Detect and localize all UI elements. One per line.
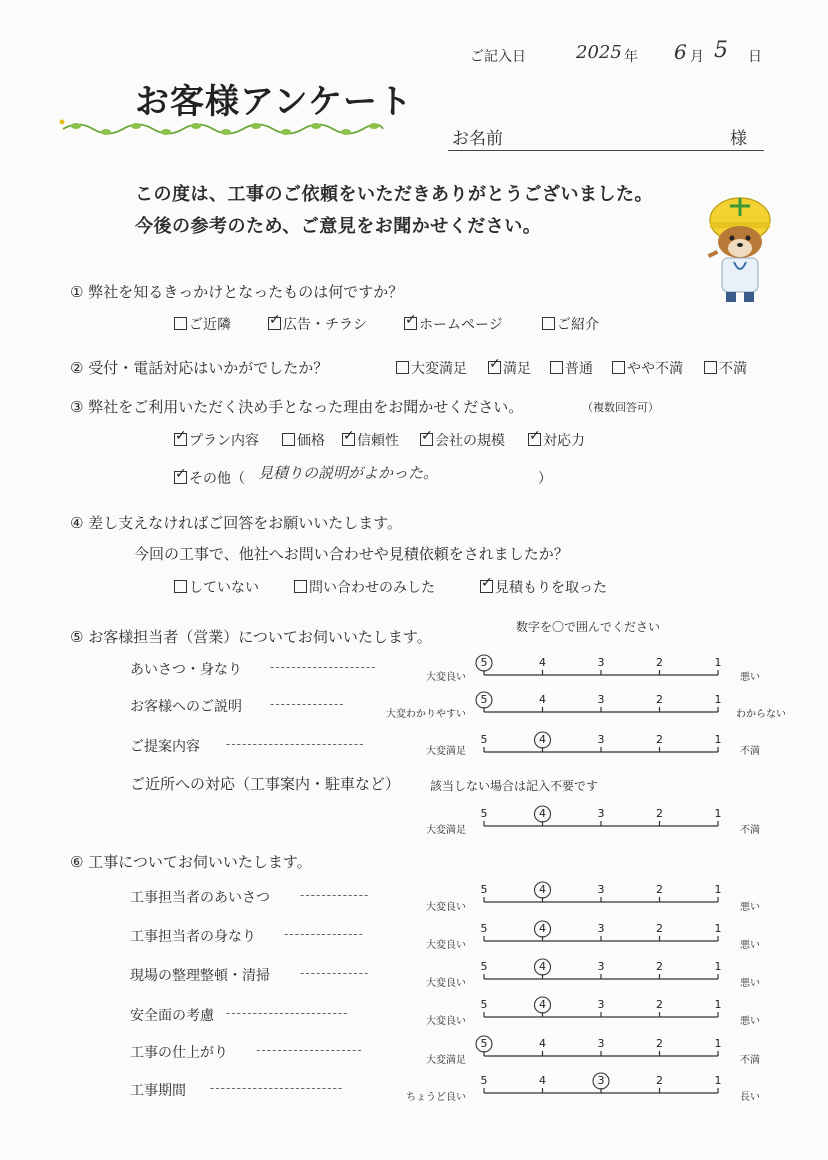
name-label: お名前 bbox=[452, 129, 503, 149]
rating-scale-svg bbox=[476, 732, 726, 756]
rating-scale-svg bbox=[476, 692, 726, 716]
scale-number-1: 1 bbox=[714, 1074, 722, 1087]
rating-scale[interactable] bbox=[476, 921, 726, 945]
scale-right-caption: 悪い bbox=[740, 902, 760, 913]
checkbox-checked[interactable] bbox=[528, 433, 541, 446]
checkbox[interactable] bbox=[550, 361, 563, 374]
intro-line-2: 今後の参考のため、ご意見をお聞かせください。 bbox=[135, 216, 542, 237]
scale-number-3: 3 bbox=[597, 922, 605, 935]
q5-neighbor-label: ご近所への対応（工事案内・駐車など） bbox=[130, 775, 401, 793]
scale-number-4: 4 bbox=[539, 998, 546, 1011]
date-month: 6 bbox=[674, 40, 687, 64]
rating-scale-svg bbox=[476, 882, 726, 906]
name-suffix: 様 bbox=[730, 129, 747, 149]
rating-scale-svg bbox=[476, 959, 726, 983]
scale-number-4: 4 bbox=[539, 807, 546, 820]
q5-row-label: お客様へのご説明 bbox=[130, 699, 242, 715]
q3-option-5[interactable]: ✓ 対応力 bbox=[528, 430, 585, 450]
scale-number-2: 2 bbox=[656, 998, 663, 1011]
scale-number-4: 4 bbox=[539, 883, 546, 896]
checkbox-checked[interactable] bbox=[342, 433, 355, 446]
scale-left-caption: 大変良い bbox=[426, 978, 466, 989]
q2-option-2[interactable]: ✓ 満足 bbox=[488, 358, 531, 378]
q1-option-1[interactable]: ご近隣 bbox=[174, 314, 231, 334]
scale-number-5: 5 bbox=[480, 883, 488, 896]
q3-other-close: ） bbox=[538, 471, 552, 487]
scale-right-caption: 悪い bbox=[740, 940, 760, 951]
scale-left-caption: 大変良い bbox=[426, 902, 466, 913]
scale-number-1: 1 bbox=[714, 1037, 722, 1050]
q6-row-label: 工事担当者のあいさつ bbox=[130, 890, 270, 906]
dog-mascot-icon bbox=[700, 192, 780, 306]
scale-right-caption: 悪い bbox=[740, 1016, 760, 1027]
scale-number-5: 5 bbox=[480, 733, 488, 746]
checkbox[interactable] bbox=[294, 580, 307, 593]
scale-number-5: 5 bbox=[480, 960, 488, 973]
rating-scale-svg bbox=[476, 921, 726, 945]
rating-scale[interactable] bbox=[476, 692, 726, 716]
q4-question: ④ 差し支えなければご回答をお願いいたします。 bbox=[70, 514, 403, 532]
scale-right-caption: 悪い bbox=[740, 978, 760, 989]
scale-number-2: 2 bbox=[656, 693, 663, 706]
date-label: ご記入日 bbox=[470, 49, 526, 65]
scale-number-2: 2 bbox=[656, 1074, 663, 1087]
checkbox-checked[interactable] bbox=[404, 317, 417, 330]
scale-right-caption: 不満 bbox=[740, 1055, 760, 1066]
q1-option-4[interactable]: ご紹介 bbox=[542, 314, 599, 334]
day-unit: 日 bbox=[748, 49, 762, 65]
checkbox-checked[interactable] bbox=[268, 317, 281, 330]
scale-number-5: 5 bbox=[480, 656, 488, 669]
scale-number-5: 5 bbox=[480, 1037, 488, 1050]
dash-leader: -------------- bbox=[270, 697, 345, 711]
dash-leader: --------------- bbox=[284, 927, 364, 941]
scale-number-3: 3 bbox=[597, 693, 605, 706]
q2-option-3[interactable]: 普通 bbox=[550, 358, 593, 378]
q1-option-3[interactable]: ✓ ホームページ bbox=[404, 314, 503, 334]
q3-option-2[interactable]: 価格 bbox=[282, 430, 325, 450]
checkbox[interactable] bbox=[704, 361, 717, 374]
q4-option-1[interactable]: していない bbox=[174, 577, 259, 597]
scale-left-caption: 大変良い bbox=[426, 672, 466, 683]
rating-scale[interactable] bbox=[476, 1036, 726, 1060]
q5-row-label: ご提案内容 bbox=[130, 739, 200, 755]
rating-scale-svg bbox=[476, 997, 726, 1021]
scale-number-2: 2 bbox=[656, 733, 663, 746]
scale-right-caption: 悪い bbox=[740, 672, 760, 683]
dash-leader: -------------------- bbox=[256, 1043, 363, 1057]
q3-other-text[interactable]: 見積りの説明がよかった。 bbox=[258, 464, 439, 482]
scale-right-caption: 不満 bbox=[740, 825, 760, 836]
scale-number-4: 4 bbox=[539, 960, 546, 973]
q2-question: ② 受付・電話対応はいかがでしたか？ bbox=[70, 359, 329, 377]
scale-right-caption: わからない bbox=[736, 709, 786, 720]
q5-neighbor-note: 該当しない場合は記入不要です bbox=[430, 779, 599, 793]
scale-number-1: 1 bbox=[714, 960, 722, 973]
scale-left-caption: 大変良い bbox=[426, 1016, 466, 1027]
q2-option-1[interactable]: 大変満足 bbox=[396, 358, 467, 378]
checkbox[interactable] bbox=[282, 433, 295, 446]
intro-line-1: この度は、工事のご依頼をいただきありがとうございました。 bbox=[135, 184, 653, 205]
dash-leader: ------------- bbox=[300, 966, 370, 980]
scale-number-3: 3 bbox=[597, 960, 605, 973]
scale-number-4: 4 bbox=[539, 693, 546, 706]
scale-left-caption: ちょうど良い bbox=[406, 1092, 466, 1103]
q5-row-label: あいさつ・身なり bbox=[130, 662, 242, 678]
scale-number-1: 1 bbox=[714, 998, 722, 1011]
q1-option-2[interactable]: ✓ 広告・チラシ bbox=[268, 314, 367, 334]
scale-left-caption: 大変満足 bbox=[426, 746, 466, 757]
q3-option-1[interactable]: ✓プラン内容 bbox=[174, 430, 259, 450]
q3-question: ③ 弊社をご利用いただく決め手となった理由をお聞かせください。 bbox=[70, 398, 524, 416]
scale-number-4: 4 bbox=[539, 733, 546, 746]
scale-number-5: 5 bbox=[480, 1074, 488, 1087]
scale-number-2: 2 bbox=[656, 960, 663, 973]
rating-scale-svg bbox=[476, 806, 726, 830]
q6-row-label: 現場の整理整頓・清掃 bbox=[130, 968, 270, 984]
dash-leader: ------------------------- bbox=[210, 1081, 344, 1095]
q3-note: （複数回答可） bbox=[582, 401, 659, 414]
q4-option-2[interactable]: 問い合わせのみした bbox=[294, 577, 435, 597]
q4-subquestion: 今回の工事で、他社へお問い合わせや見積依頼をされましたか？ bbox=[134, 545, 569, 563]
scale-left-caption: 大変わかりやすい bbox=[386, 709, 466, 720]
scale-number-5: 5 bbox=[480, 998, 488, 1011]
scale-number-2: 2 bbox=[656, 656, 663, 669]
q6-row-label: 工事期間 bbox=[130, 1083, 186, 1099]
scale-number-1: 1 bbox=[714, 656, 722, 669]
checkbox-checked[interactable] bbox=[174, 471, 187, 484]
rating-scale[interactable] bbox=[476, 1073, 726, 1097]
rating-scale-svg bbox=[476, 1036, 726, 1060]
rating-scale[interactable] bbox=[476, 997, 726, 1021]
checkbox[interactable] bbox=[174, 580, 187, 593]
scale-number-2: 2 bbox=[656, 807, 663, 820]
scale-number-3: 3 bbox=[597, 883, 605, 896]
scale-number-1: 1 bbox=[714, 807, 722, 820]
checkbox[interactable] bbox=[396, 361, 409, 374]
q3-option-4[interactable]: ✓ 会社の規模 bbox=[420, 430, 505, 450]
checkbox-checked[interactable] bbox=[480, 580, 493, 593]
scale-left-caption: 大変満足 bbox=[426, 1055, 466, 1066]
dash-leader: -------------------- bbox=[270, 660, 377, 674]
scale-left-caption: 大変満足 bbox=[426, 825, 466, 836]
scale-number-1: 1 bbox=[714, 883, 722, 896]
checkbox-checked[interactable] bbox=[174, 433, 187, 446]
q4-option-3[interactable]: ✓ 見積もりを取った bbox=[480, 577, 607, 597]
scale-number-1: 1 bbox=[714, 733, 722, 746]
scale-right-caption: 長い bbox=[740, 1092, 760, 1103]
q2-option-5[interactable]: 不満 bbox=[704, 358, 747, 378]
scale-number-2: 2 bbox=[656, 922, 663, 935]
dash-leader: -------------------------- bbox=[226, 737, 365, 751]
q2-option-4[interactable]: やや不満 bbox=[612, 358, 683, 378]
scale-number-1: 1 bbox=[714, 922, 722, 935]
q5-question: ⑤ お客様担当者（営業）についてお伺いいたします。 bbox=[70, 628, 432, 646]
q1-question: ① 弊社を知るきっかけとなったものは何ですか？ bbox=[70, 283, 404, 301]
vine-decoration bbox=[58, 118, 388, 140]
scale-number-4: 4 bbox=[539, 656, 546, 669]
year-unit: 年 bbox=[624, 49, 638, 65]
q6-row-label: 工事担当者の身なり bbox=[130, 929, 256, 945]
scale-number-1: 1 bbox=[714, 693, 722, 706]
q6-question: ⑥ 工事についてお伺いいたします。 bbox=[70, 853, 312, 871]
scale-number-3: 3 bbox=[597, 998, 605, 1011]
scale-number-2: 2 bbox=[656, 883, 663, 896]
rating-scale[interactable] bbox=[476, 732, 726, 756]
rating-scale-svg bbox=[476, 655, 726, 679]
page-title: お客様アンケート bbox=[135, 82, 413, 122]
scale-number-5: 5 bbox=[480, 693, 488, 706]
scale-number-3: 3 bbox=[597, 656, 605, 669]
scale-number-3: 3 bbox=[597, 733, 605, 746]
checkbox[interactable] bbox=[612, 361, 625, 374]
name-field-line bbox=[448, 150, 764, 151]
date-year: 2025 bbox=[576, 42, 622, 63]
dash-leader: ----------------------- bbox=[226, 1006, 349, 1020]
checkbox[interactable] bbox=[174, 317, 187, 330]
scale-number-4: 4 bbox=[539, 922, 546, 935]
q3-option-3[interactable]: ✓ 信頼性 bbox=[342, 430, 399, 450]
scale-number-2: 2 bbox=[656, 1037, 663, 1050]
checkbox-checked[interactable] bbox=[488, 361, 501, 374]
rating-scale[interactable] bbox=[476, 959, 726, 983]
scale-number-5: 5 bbox=[480, 807, 488, 820]
scale-number-3: 3 bbox=[597, 807, 605, 820]
rating-scale-svg bbox=[476, 1073, 726, 1097]
checkbox-checked[interactable] bbox=[420, 433, 433, 446]
scale-number-4: 4 bbox=[539, 1074, 546, 1087]
scale-number-4: 4 bbox=[539, 1037, 546, 1050]
rating-scale[interactable] bbox=[476, 806, 726, 830]
q5-hint: 数字を〇で囲んでください bbox=[516, 620, 661, 634]
scale-right-caption: 不満 bbox=[740, 746, 760, 757]
q6-row-label: 安全面の考慮 bbox=[130, 1008, 214, 1024]
scale-number-3: 3 bbox=[597, 1037, 605, 1050]
rating-scale[interactable] bbox=[476, 882, 726, 906]
scale-number-3: 3 bbox=[597, 1074, 605, 1087]
date-day: 5 bbox=[714, 38, 728, 63]
scale-left-caption: 大変良い bbox=[426, 940, 466, 951]
rating-scale[interactable] bbox=[476, 655, 726, 679]
scale-number-5: 5 bbox=[480, 922, 488, 935]
month-unit: 月 bbox=[690, 49, 704, 65]
dash-leader: ------------- bbox=[300, 888, 370, 902]
q3-other[interactable]: ✓その他（ bbox=[174, 468, 245, 488]
q6-row-label: 工事の仕上がり bbox=[130, 1045, 228, 1061]
checkbox[interactable] bbox=[542, 317, 555, 330]
